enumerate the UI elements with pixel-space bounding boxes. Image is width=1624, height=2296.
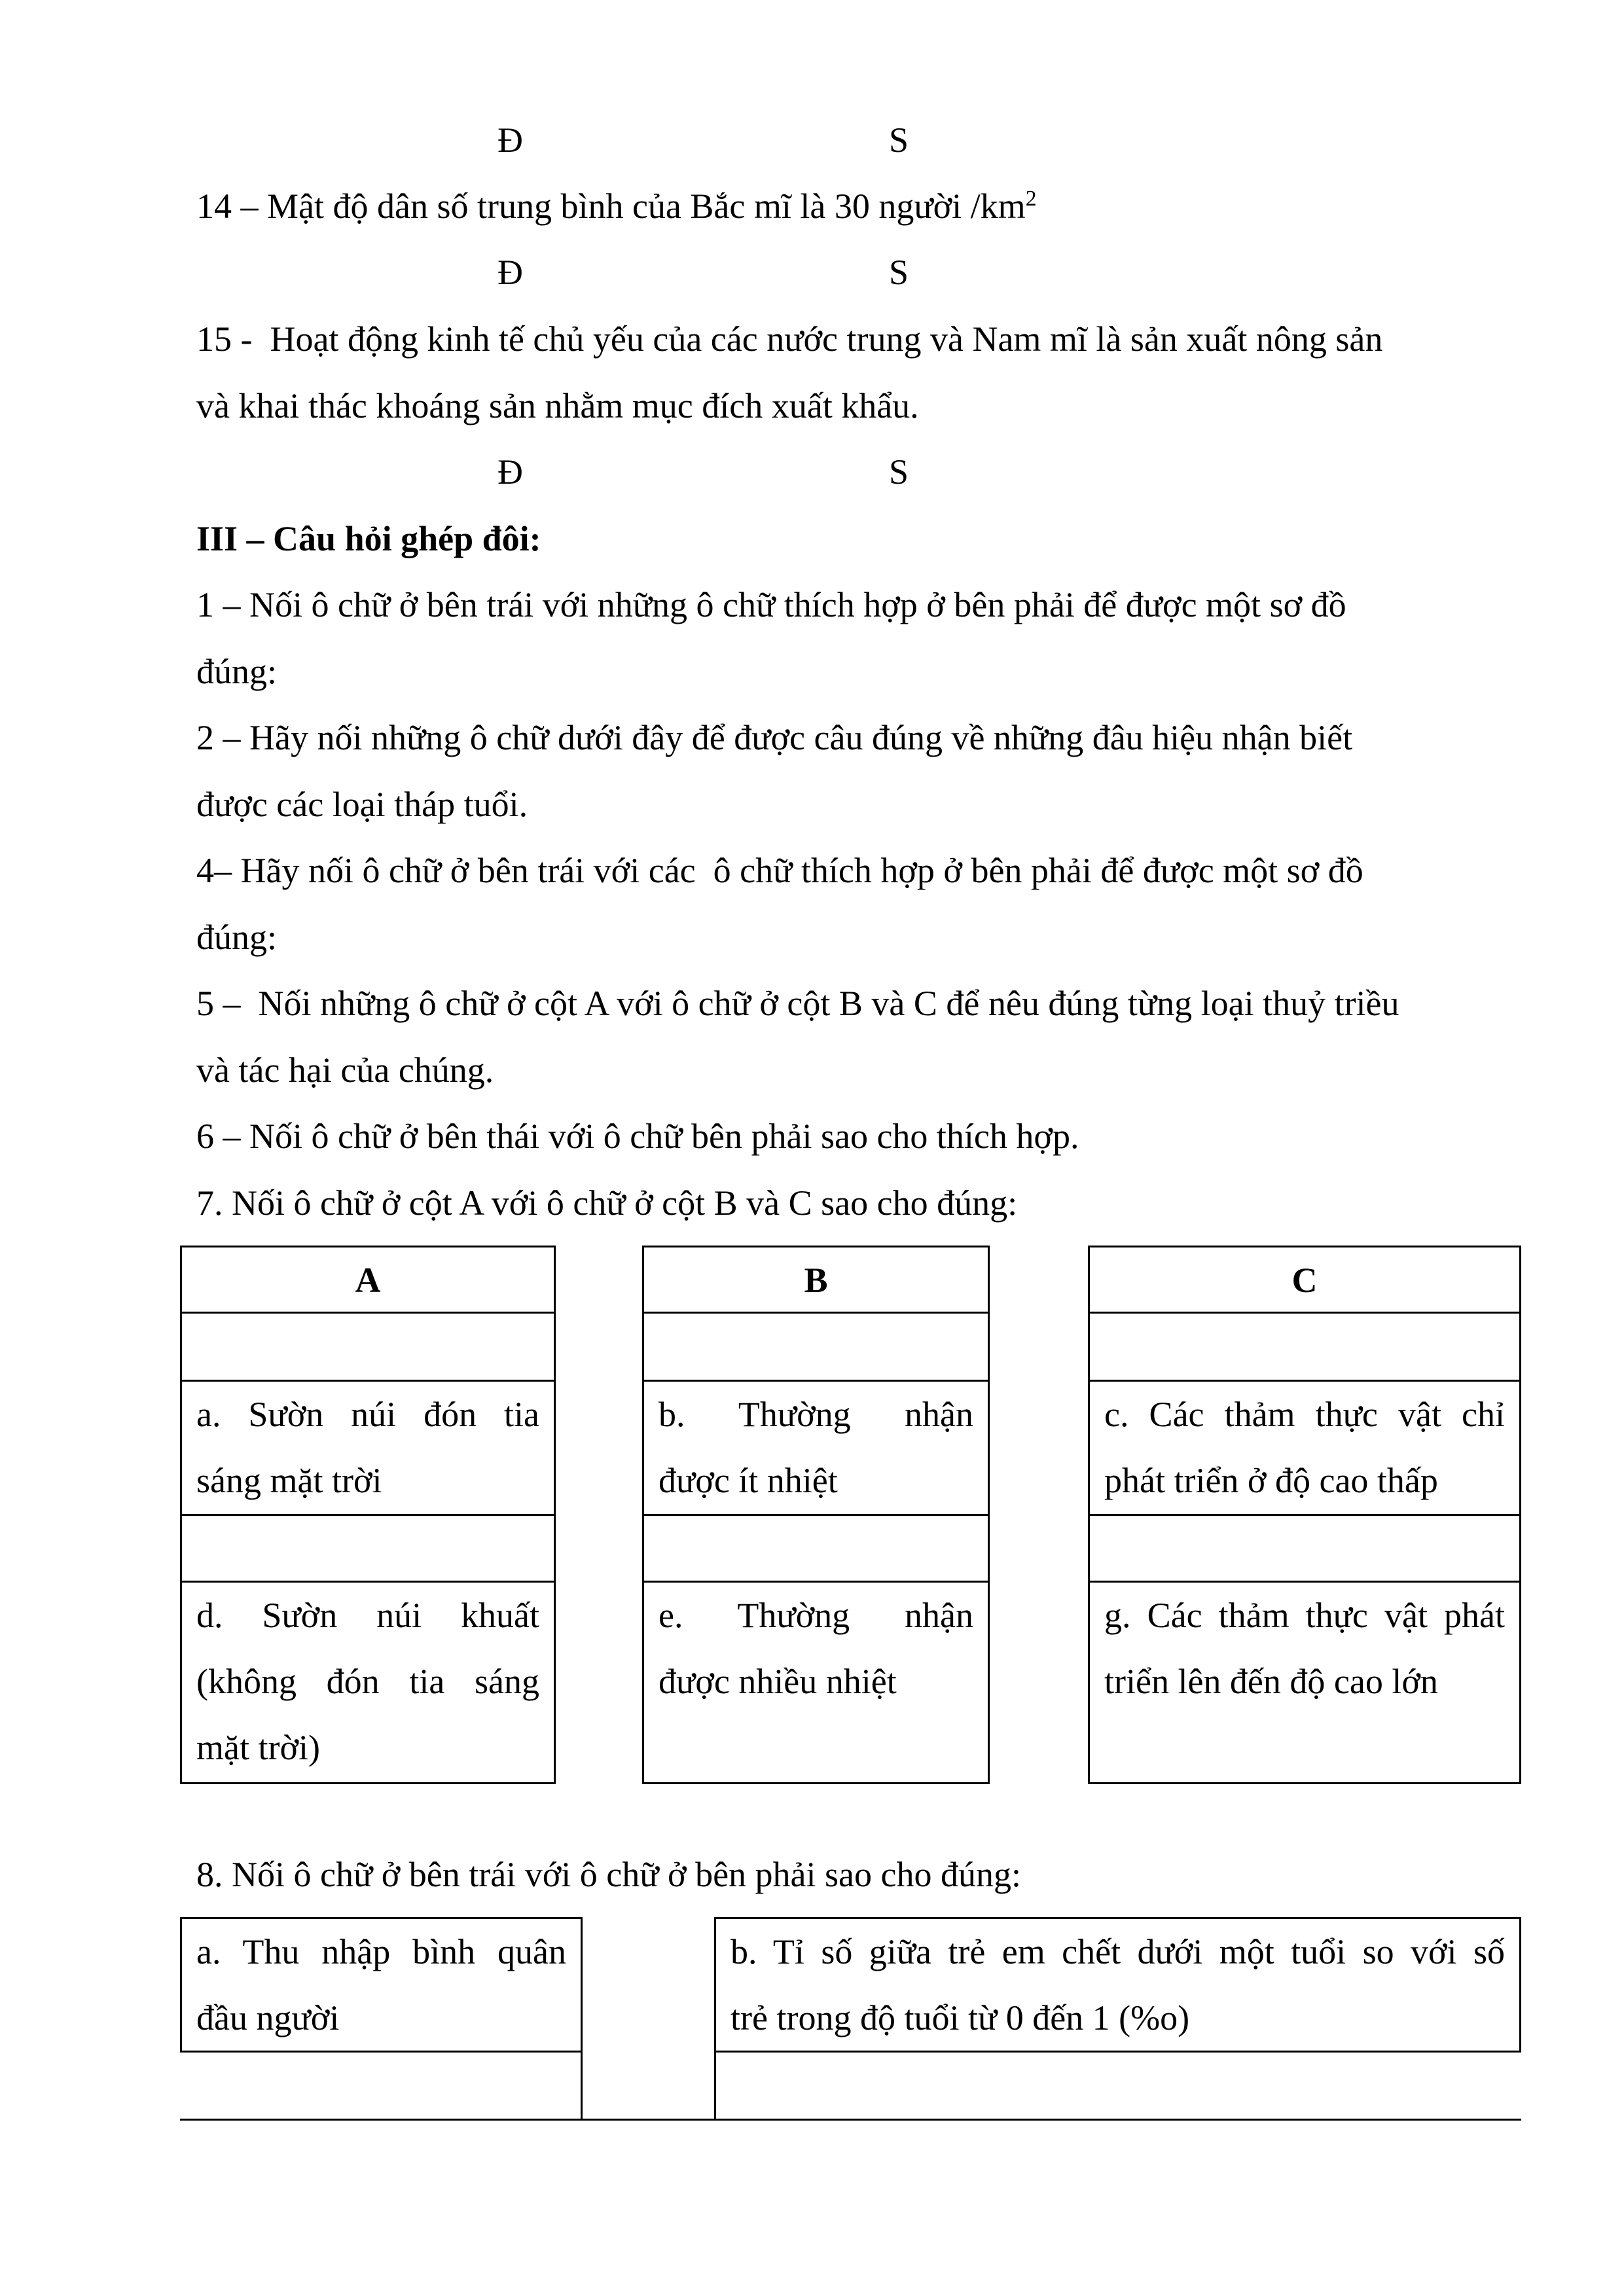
- cell-text: g. Các thảm thực vật phát: [1104, 1596, 1505, 1635]
- cell-text: (không đón tia sáng: [196, 1662, 539, 1701]
- superscript: 2: [1025, 187, 1037, 211]
- divider: [1088, 1515, 1090, 1582]
- answer-false: S: [889, 120, 909, 160]
- cell-text: phát triển ở độ cao thấp: [1104, 1461, 1438, 1500]
- cell-text: được ít nhiệt: [659, 1461, 838, 1500]
- question-14-text: 14 – Mật độ dân số trung bình của Bắc mĩ là 30 người /km: [196, 187, 1026, 226]
- item-line: 6 – Nối ô chữ ở bên thái với ô chữ bên phải sao cho thích hợp.: [196, 1117, 1079, 1156]
- header-cell-c: [1088, 1246, 1521, 1314]
- question-14: [196, 173, 1037, 240]
- cell-text: sáng mặt trời: [196, 1461, 382, 1500]
- header-c: C: [1291, 1261, 1318, 1300]
- cell-text: b. Tỉ số giữa trẻ em chết dưới một tuổi so với số: [731, 1932, 1505, 1971]
- item-line: 7. Nối ô chữ ở cột A với ô chữ ở cột B và C sao cho đúng:: [196, 1183, 1018, 1223]
- cell-text: mặt trời): [196, 1728, 320, 1767]
- cell-c: [1088, 1380, 1521, 1516]
- item-line: đúng:: [196, 918, 278, 957]
- item-line: được các loại tháp tuổi.: [196, 785, 528, 824]
- section-heading: III – Câu hỏi ghép đôi:: [196, 519, 541, 558]
- answer-true: Đ: [497, 120, 523, 160]
- divider: [714, 2051, 716, 2121]
- cell-text: b. Thường nhận: [659, 1395, 973, 1434]
- divider: [581, 2051, 583, 2121]
- item-line: 1 – Nối ô chữ ở bên trái với những ô chữ thích hợp ở bên phải để được một sơ đồ: [196, 585, 1346, 624]
- cell-b: [642, 1380, 990, 1516]
- header-a: A: [355, 1261, 381, 1300]
- answer-false: S: [889, 253, 909, 292]
- divider: [642, 1515, 644, 1582]
- divider: [642, 1312, 644, 1381]
- cell-e: [642, 1581, 990, 1784]
- item-line: đúng:: [196, 652, 278, 691]
- divider: [554, 1515, 556, 1582]
- divider: [988, 1312, 990, 1381]
- q8-left-cell: [180, 1917, 583, 2053]
- divider: [1519, 1515, 1521, 1582]
- question-8-title: 8. Nối ô chữ ở bên trái với ô chữ ở bên phải sao cho đúng:: [196, 1855, 1021, 1894]
- question-15-line: 15 - Hoạt động kinh tế chủ yếu của các nước trung và Nam mĩ là sản xuất nông sản: [196, 319, 1383, 359]
- item-line: và tác hại của chúng.: [196, 1050, 494, 1090]
- item-line: 4– Hãy nối ô chữ ở bên trái với các ô chữ thích hợp ở bên phải để được một sơ đồ: [196, 851, 1363, 890]
- cell-text: a. Thu nhập bình quân: [196, 1932, 566, 1971]
- cell-text: trẻ trong độ tuổi từ 0 đến 1 (%o): [731, 1998, 1190, 2037]
- divider: [180, 1515, 182, 1582]
- cell-g: [1088, 1581, 1521, 1784]
- cell-text: a. Sườn núi đón tia: [196, 1395, 539, 1434]
- q8-right-cell: [714, 1917, 1521, 2053]
- header-b: B: [804, 1261, 828, 1300]
- cell-text: d. Sườn núi khuất: [196, 1596, 539, 1635]
- answer-true: Đ: [497, 452, 523, 492]
- answer-false: S: [889, 452, 909, 492]
- cell-text: đầu người: [196, 1998, 340, 2037]
- divider: [1519, 1312, 1521, 1381]
- cell-text: e. Thường nhận: [659, 1596, 973, 1635]
- cell-text: c. Các thảm thực vật chỉ: [1104, 1395, 1505, 1434]
- divider: [1088, 1312, 1090, 1381]
- item-line: 5 – Nối những ô chữ ở cột A với ô chữ ở cột B và C để nêu đúng từng loại thuỷ triều: [196, 984, 1399, 1023]
- header-cell-a: [180, 1246, 556, 1314]
- bottom-rule: [180, 2119, 1521, 2121]
- cell-d: [180, 1581, 556, 1784]
- item-line: 2 – Hãy nối những ô chữ dưới đây để được câu đúng về những đâu hiệu nhận biết: [196, 718, 1353, 757]
- cell-text: triển lên đến độ cao lớn: [1104, 1662, 1438, 1701]
- answer-true: Đ: [497, 253, 523, 292]
- divider: [988, 1515, 990, 1582]
- divider: [180, 1312, 182, 1381]
- divider: [554, 1312, 556, 1381]
- header-cell-b: [642, 1246, 990, 1314]
- question-15-line: và khai thác khoáng sản nhằm mục đích xuất khẩu.: [196, 386, 919, 425]
- cell-a: [180, 1380, 556, 1516]
- cell-text: được nhiều nhiệt: [659, 1662, 897, 1701]
